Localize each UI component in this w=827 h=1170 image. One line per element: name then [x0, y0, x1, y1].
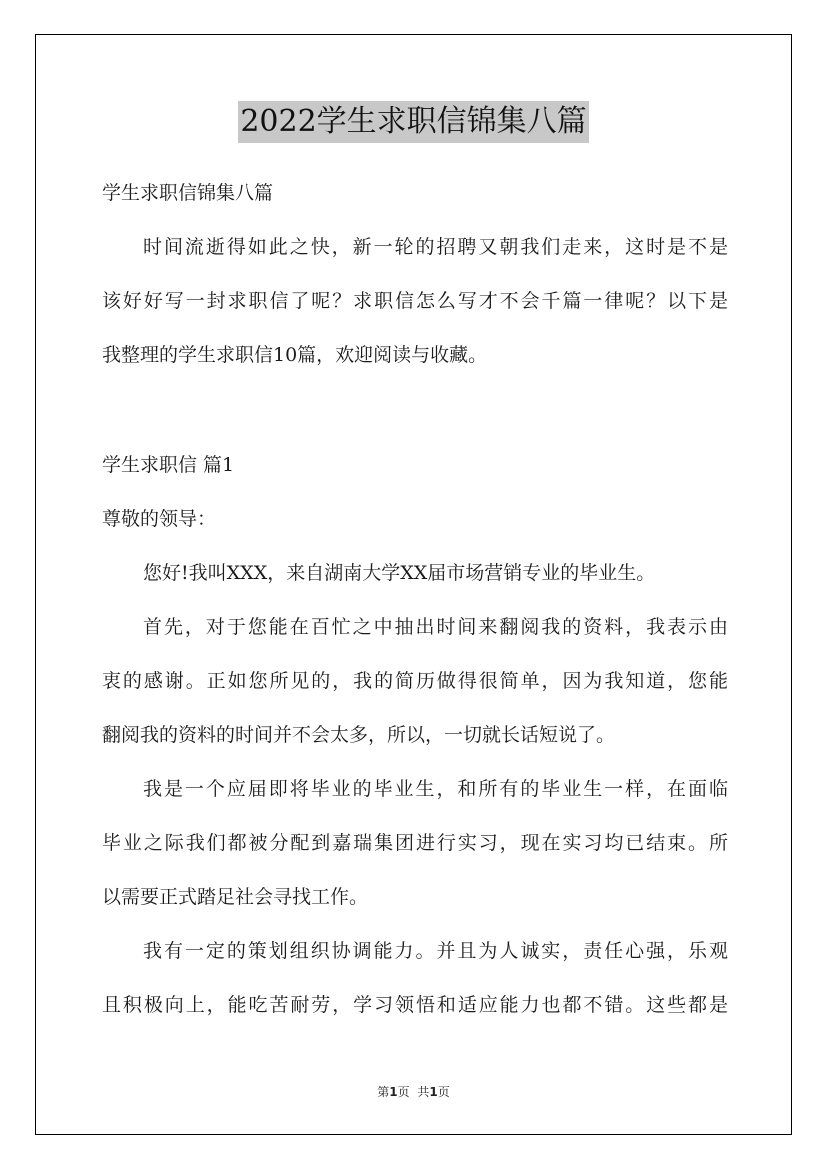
- body-line-8: 我有一定的策划组织协调能力。并且为人诚实，责任心强，乐观: [143, 940, 728, 962]
- total-prefix: 共: [417, 1085, 430, 1099]
- letter-body: [102, 546, 728, 1032]
- body-line-5: 我是一个应届即将毕业的毕业生，和所有的毕业生一样，在面临: [143, 778, 728, 800]
- document-title: 2022学生求职信锦集八篇: [238, 101, 588, 143]
- page-footer: [0, 1083, 827, 1100]
- title-container: [0, 101, 827, 143]
- total-suffix: 页: [437, 1085, 450, 1099]
- page-number: 1: [389, 1085, 398, 1099]
- intro-line-1: 时间流逝得如此之快，新一轮的招聘又朝我们走来，这时是不是: [143, 236, 728, 258]
- body-line-2: 首先，对于您能在百忙之中抽出时间来翻阅我的资料，我表示由: [143, 616, 728, 638]
- intro-line-3: 我整理的学生求职信10篇，欢迎阅读与收藏。: [102, 344, 488, 366]
- intro-paragraph: [102, 220, 728, 382]
- page-suffix: 页: [397, 1085, 410, 1099]
- subtitle-block: [102, 166, 728, 220]
- document-subtitle: 学生求职信锦集八篇: [102, 182, 274, 204]
- body-line-7: 以需要正式踏足社会寻找工作。: [102, 886, 369, 908]
- total-pages: 1: [429, 1085, 438, 1099]
- section-heading: 学生求职信 篇1: [102, 454, 235, 476]
- body-line-3: 衷的感谢。正如您所见的，我的简历做得很简单，因为我知道，您能: [102, 670, 728, 692]
- body-line-4: 翻阅我的资料的时间并不会太多，所以，一切就长话短说了。: [102, 724, 616, 746]
- page-prefix: 第: [377, 1085, 390, 1099]
- intro-line-2: 该好好写一封求职信了呢？求职信怎么写才不会千篇一律呢？以下是: [102, 290, 728, 312]
- salutation: 尊敬的领导：: [102, 508, 217, 530]
- section-heading-block: [102, 438, 728, 546]
- body-line-9: 且积极向上，能吃苦耐劳，学习领悟和适应能力也都不错。这些都是: [102, 994, 728, 1016]
- body-line-6: 毕业之际我们都被分配到嘉瑞集团进行实习，现在实习均已结束。所: [102, 832, 728, 854]
- body-line-1: 您好!我叫XXX，来自湖南大学XX届市场营销专业的毕业生。: [143, 562, 656, 584]
